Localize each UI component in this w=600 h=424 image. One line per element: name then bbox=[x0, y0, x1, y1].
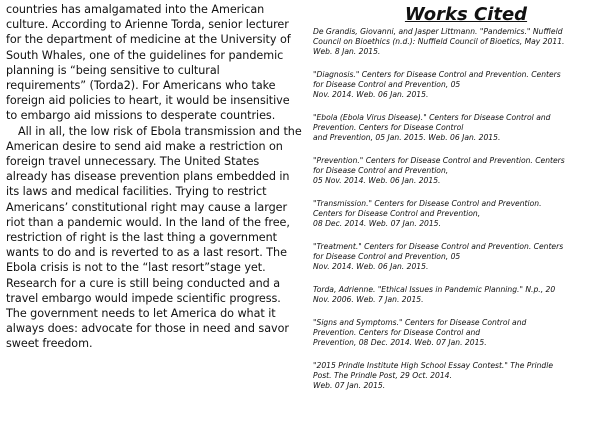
citation-line: "Transmission." Centers for Disease Control and Prevention. bbox=[313, 199, 542, 208]
citation-line: "Prevention." Centers for Disease Control and Prevention. Centers bbox=[313, 156, 565, 165]
citation-line: Web. 8 Jan. 2015. bbox=[313, 47, 381, 56]
citation-line: Torda, Adrienne. "Ethical Issues in Pandemic Planning." N.p., 20 bbox=[313, 285, 556, 294]
essay-paragraph-1: countries has amalgamated into the American culture. According to Arienne Torda, senior lecturer for the department of medicine at the University of South Whales, one of the guidelines for pandemic planning is “being sensitive to cultural requirements” (Torda2). For Americans who take foreign aid policies to heart, it would be insensitive to embargo aid missions to desperate countries. bbox=[6, 3, 291, 123]
citation-line: for Disease Control and Prevention, bbox=[313, 166, 449, 175]
citation-line: Post. The Prindle Post, 29 Oct. 2014. bbox=[313, 371, 452, 380]
citation-entry bbox=[313, 27, 595, 57]
citation-line: "2015 Prindle Institute High School Essay Contest." The Prindle bbox=[313, 361, 554, 370]
works-cited-title: Works Cited bbox=[404, 4, 528, 25]
citation-entry bbox=[313, 285, 595, 305]
citation-line: for Disease Control and Prevention, 05 bbox=[313, 252, 461, 261]
citation-line: 08 Dec. 2014. Web. 07 Jan. 2015. bbox=[313, 219, 441, 228]
citation-entry bbox=[313, 113, 595, 143]
works-cited-section bbox=[313, 5, 595, 404]
citation-line: and Prevention, 05 Jan. 2015. Web. 06 Jan. 2015. bbox=[313, 133, 501, 142]
citation-line: 05 Nov. 2014. Web. 06 Jan. 2015. bbox=[313, 176, 441, 185]
citation-line: "Diagnosis." Centers for Disease Control and Prevention. Centers bbox=[313, 70, 561, 79]
citation-line: for Disease Control and Prevention, 05 bbox=[313, 80, 461, 89]
essay-paragraph-2: All in all, the low risk of Ebola transmission and the American desire to send aid make a restriction on foreign travel unnecessary. The United States already has disease prevention plans embedded in its laws and medical facilities. Trying to restrict Americans’ constitutional right may cause a larger riot than a pandemic would. In the land of the free, restriction of right is the last thing a government wants to do and is reverted to as a last resort. The Ebola crisis is not to the “last resort”stage yet. Research for a cure is still being conducted and a travel embargo would impede scientific progress. The government needs to let America do what it always does: advocate for those in need and savor sweet freedom. bbox=[6, 124, 302, 351]
citation-line: Centers for Disease Control and Prevention, bbox=[313, 209, 481, 218]
citation-line: Prevention. Centers for Disease Control bbox=[313, 123, 464, 132]
essay-body bbox=[6, 2, 302, 352]
citation-line: "Treatment." Centers for Disease Control and Prevention. Centers bbox=[313, 242, 564, 251]
citation-line: Prevention. Centers for Disease Control and bbox=[313, 328, 481, 337]
citation-entry bbox=[313, 318, 595, 348]
citation-line: Nov. 2014. Web. 06 Jan. 2015. bbox=[313, 90, 429, 99]
citation-line: Nov. 2006. Web. 7 Jan. 2015. bbox=[313, 295, 424, 304]
citation-entry bbox=[313, 199, 595, 229]
citation-entry bbox=[313, 70, 595, 100]
citation-entry bbox=[313, 242, 595, 272]
citation-line: Web. 07 Jan. 2015. bbox=[313, 381, 386, 390]
citation-line: De Grandis, Giovanni, and Jasper Littmann. "Pandemics." Nuffield bbox=[313, 27, 563, 36]
citation-entry bbox=[313, 156, 595, 186]
citation-line: Council on Bioethics (n.d.): Nuffield Council of Bioetics, May 2011. bbox=[313, 37, 565, 46]
citation-line: Nov. 2014. Web. 06 Jan. 2015. bbox=[313, 262, 429, 271]
citation-line: "Ebola (Ebola Virus Disease)." Centers for Disease Control and bbox=[313, 113, 551, 122]
citation-line: "Signs and Symptoms." Centers for Disease Control and bbox=[313, 318, 527, 327]
citation-entry bbox=[313, 361, 595, 391]
citation-line: Prevention, 08 Dec. 2014. Web. 07 Jan. 2015. bbox=[313, 338, 487, 347]
